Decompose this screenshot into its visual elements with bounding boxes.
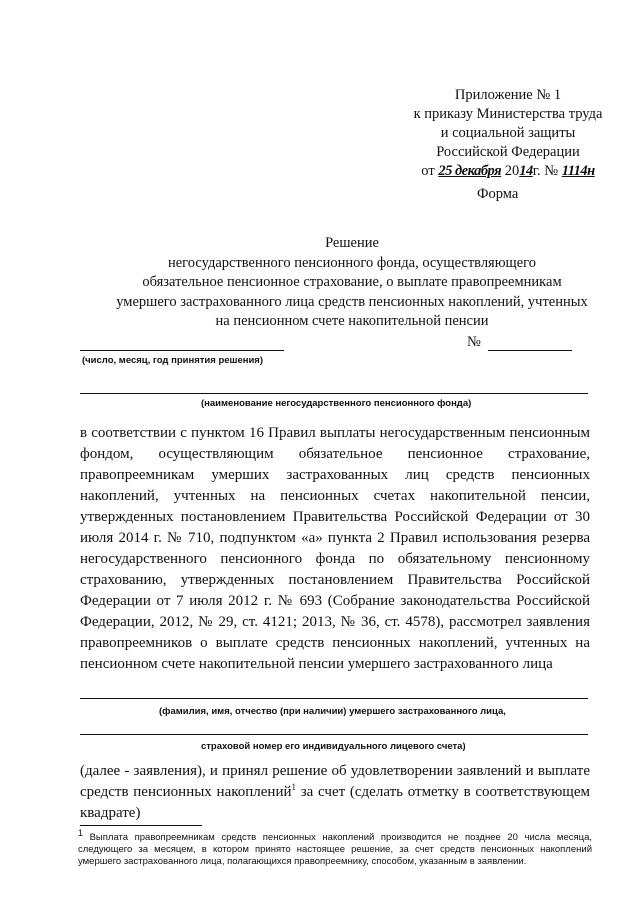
footnote-separator (80, 825, 202, 826)
body-continued-text-2: за счет (сделать отметку в соответствующем квадрате) (80, 784, 590, 821)
body-paragraph: в соответствии с пунктом 16 Правил выплаты негосударственным пенсионным фондом, осуществляющим обязательное пенсионное страхование, правопреемникам умерших застрахованных лиц средств пенсионных накоплений, учтенных на пенсионных счетах накопительной пенсии, утвержденных постановлением Правительства Российской Федерации от 30 июля 2014 г. № 710, подпунктом «а» пункта 2 Правил использования резерва негосударственного пенсионного фонда по обязательному пенсионному страхованию, утвержденных постановлением Правительства Российской Федерации от 7 июля 2012 г. № 693 (Собрание законодательства Российской Федерации, 2012, № 29, ст. 4121; 2013, № 36, ст. 4578), рассмотрел заявления правопреемников о выплате средств пенсионных накоплений, учтенных на пенсионном счете накопительной пенсии умершего застрахованного лица (80, 425, 590, 672)
person-caption: (фамилия, имя, отчество (при наличии) умершего застрахованного лица, (159, 706, 506, 717)
date-prefix: от (421, 163, 435, 179)
date-underline[interactable] (80, 350, 284, 351)
form-label: Форма (477, 186, 519, 202)
annex-line-3: и социальной защиты (440, 125, 576, 141)
body-continued-text-1: (далее - заявления), и принял решение об удовлетворении заявлений и выплате средств пенсионных накоплений (80, 763, 590, 800)
annex-line-1: Приложение № 1 (454, 87, 562, 103)
year-prefix: 20 (504, 163, 520, 179)
annex-line-4: Российской Федерации (436, 144, 580, 160)
footnote-reference: 1 (291, 782, 296, 792)
decision-body-continued (80, 761, 590, 824)
footnote (78, 827, 592, 868)
year-suffix: г. № (532, 163, 559, 179)
snils-caption: страховой номер его индивидуального лицевого счета) (201, 741, 466, 752)
number-underline[interactable] (488, 350, 572, 351)
handwritten-order-number: 1114н (561, 163, 595, 179)
snils-underline[interactable] (80, 734, 588, 735)
body-continued-paragraph (80, 761, 590, 824)
annex-date-line (390, 162, 626, 181)
annex-line-2: к приказу Министерства труда (413, 106, 603, 122)
footnote-text: Выплата правопреемникам средств пенсионных накоплений производится не позднее 20 числа месяца, следующего за месяцем, в котором принято настоящее решение, за счет средств пенсионных накоплений умершего застрахованного лица, полагающихся правопреемнику, способом, указанным в заявлении. (78, 832, 592, 867)
title-line-5: на пенсионном счете накопительной пенсии (215, 313, 489, 329)
decision-body (80, 423, 590, 675)
fund-name-underline[interactable] (80, 393, 588, 394)
footnote-mark: 1 (78, 827, 84, 838)
number-label: № (467, 334, 481, 350)
title-line-4: умершего застрахованного лица средств пенсионных накоплений, учтенных (116, 293, 588, 310)
person-underline[interactable] (80, 698, 588, 699)
document-title (56, 234, 640, 332)
title-line-2: негосударственного пенсионного фонда, осуществляющего (167, 254, 536, 271)
title-line-1: Решение (325, 235, 379, 251)
title-line-3: обязательное пенсионное страхование, о выплате правопреемникам (142, 274, 562, 290)
handwritten-date: 25 декабря (438, 163, 502, 179)
handwritten-year: 14 (519, 163, 533, 179)
fund-caption: (наименование негосударственного пенсионного фонда) (201, 398, 472, 409)
annex-header (390, 86, 626, 181)
date-caption: (число, месяц, год принятия решения) (82, 355, 264, 366)
